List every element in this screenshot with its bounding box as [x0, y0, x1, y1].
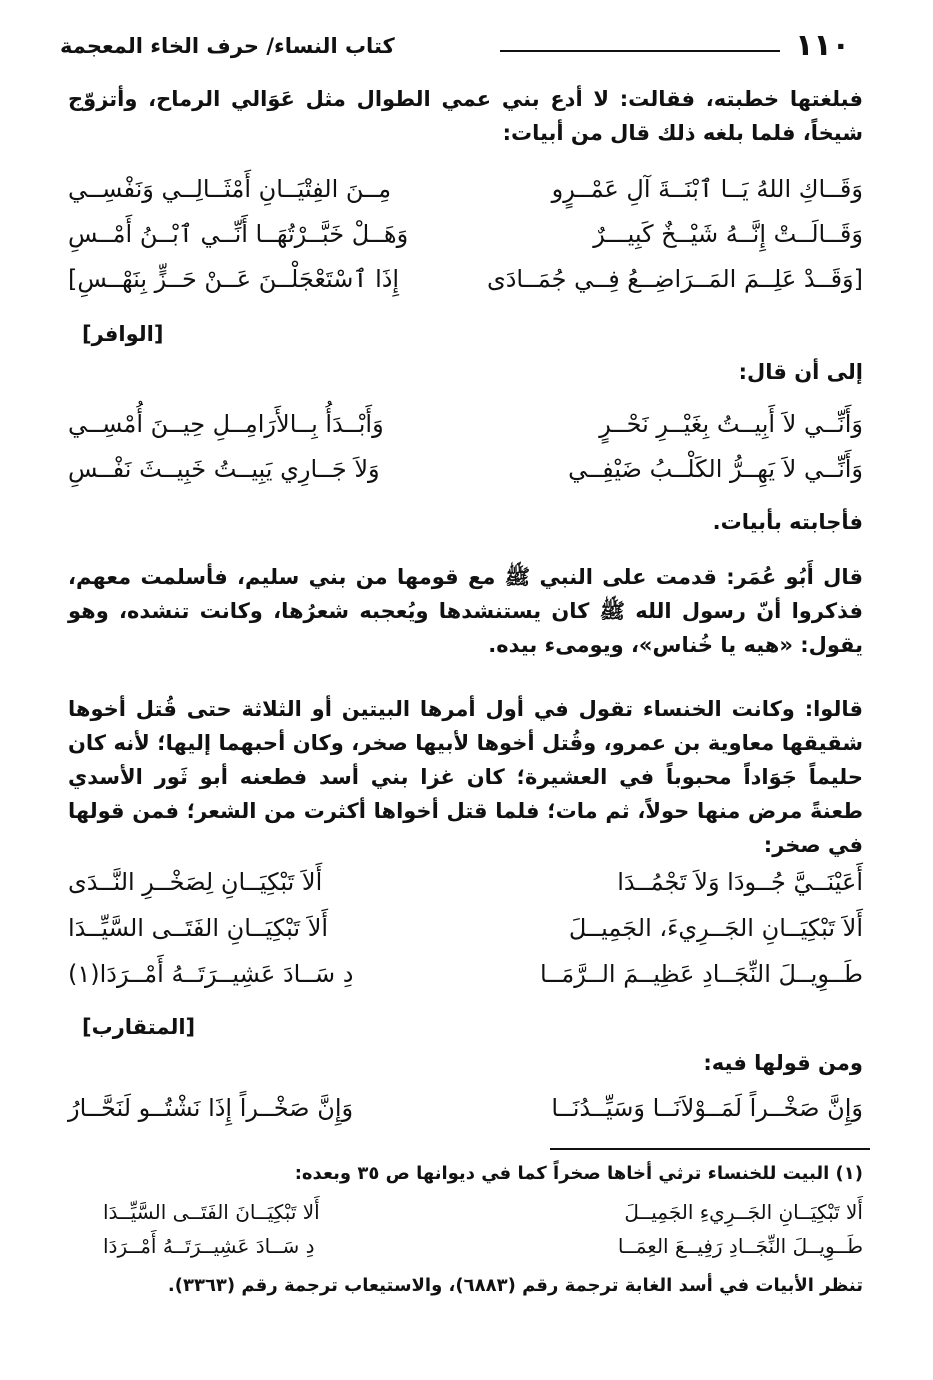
paragraph-abu-amr: قال أَبُو عُمَر: قدمت على النبي ﷺ مع قومها من بني سليم، فأسلمت معهم، فذكروا أنّ رسول الله ﷺ كان يستنشدها ويُعجبه شعرُها، وكانت تنشده، وهو يقول: «هيه يا خُناس»، ويومىء بيده. — [68, 565, 863, 657]
verse-line — [68, 220, 863, 260]
hemistich-first: وَإِنَّ صَخْــراً لَمَــوْلاَنَــا وَسَيِّــدُنَــا — [551, 1094, 863, 1122]
paragraph-ila-an-qal: إلى أن قال: — [738, 360, 863, 384]
hemistich-first: وَأَنِّــي لاَ أَبِيــتُ بِغَيْــرِ نَحْــرٍ — [599, 410, 863, 438]
hemistich-first: طَــوِيــلَ النِّجَــادِ عَظِيــمَ الــرَّمَــا — [540, 960, 863, 988]
hemistich-second: وَهَــلْ خَبَّــرْتُهَــا أَنِّــي ٱبْــنُ أَمْــسِ — [68, 220, 409, 248]
footnote-verse — [103, 1234, 863, 1266]
paragraph-waman-qawliha: ومن قولها فيه: — [703, 1051, 863, 1075]
meter-label: [الوافر] — [82, 322, 164, 346]
hemistich-first: وَقَــاكِ اللهُ يَــا ٱبْنَــةَ آلِ عَمْــرٍو — [551, 175, 863, 203]
hemistich-second: مِــنَ الفِتْيَــانِ أَمْثَــالِــي وَنَفْسِــي — [68, 175, 392, 203]
hemistich-second: دِ سَــادَ عَشِيــرَتَــهُ أَمْــرَدَا(١) — [68, 960, 354, 988]
meter-label: [المتقارب] — [82, 1015, 196, 1039]
hemistich-first: طَــوِيــلَ النِّجَــادِ رَفِيــعَ العِمَــا — [617, 1234, 863, 1258]
hemistich-second: إِذَا ٱسْتَعْجَلْــنَ عَــنْ حَــزٍّ بِنَهْــسِ] — [68, 265, 400, 293]
verse-line — [68, 175, 863, 215]
hemistich-second: أَلاَ تَبْكِيَــانِ لِصَخْــرِ النَّــدَى — [68, 868, 323, 896]
footnote-verse — [103, 1200, 863, 1232]
verse-line — [68, 265, 863, 305]
verse-line — [68, 410, 863, 450]
hemistich-second: أَلاَ تَبْكِيَــانِ الفَتَــى السَّيِّــدَا — [68, 914, 329, 942]
verse-line — [68, 960, 863, 1000]
hemistich-first: أَلا تَبْكِيَــانِ الجَــرِيءِ الجَمِيــلَ — [624, 1200, 863, 1224]
paragraph-khutba: فبلغتها خطبته، فقالت: لا أدع بني عمي الطوال مثل عَوَالي الرماح، وأتزوّج شيخاً، فلما بلغه ذلك قال من أبيات: — [68, 87, 863, 145]
hemistich-first: أَلاَ تَبْكِيَــانِ الجَــرِيءَ، الجَمِيــلَ — [568, 914, 863, 942]
paragraph-ajabat: فأجابته بأبيات. — [712, 510, 863, 534]
hemistich-second: وَأَبْــدَأُ بِــالأَرَامِــلِ حِيــنَ أُمْسِــي — [68, 410, 384, 438]
hemistich-second: وَلاَ جَــارِي يَبِيــتُ خَبِيــثَ نَفْــسِ — [68, 455, 380, 483]
hemistich-first: [وَقَــدْ عَلِــمَ المَــرَاضِــعُ فِــي جُمَــادَى — [486, 265, 863, 293]
hemistich-second: دِ سَــادَ عَشِيــرَتَــهُ أَمْــرَدَا — [103, 1234, 315, 1258]
footnote-intro: (١) البيت للخنساء ترثي أخاها صخراً كما في ديوانها ص ٣٥ وبعده: — [294, 1163, 863, 1184]
verse-line — [68, 914, 863, 954]
header-title: كتاب النساء/ حرف الخاء المعجمة — [60, 34, 395, 58]
hemistich-first: أَعَيْنَــيَّ جُــودَا وَلاَ تَجْمُــدَا — [617, 868, 863, 896]
verse-line — [68, 868, 863, 908]
hemistich-second: أَلا تَبْكِيَــانَ الفَتَــى السَّيِّــدَا — [103, 1200, 320, 1224]
verse-line — [68, 1094, 863, 1134]
hemistich-first: وَأَنِّــي لاَ يَهِــرُّ الكَلْــبُ ضَيْفِــي — [568, 455, 863, 483]
header-rule — [500, 50, 780, 52]
hemistich-first: وَقَــالَــتْ إِنَّــهُ شَيْــخٌ كَبِيـــرٌ — [593, 220, 863, 248]
footnote-reference: تنظر الأبيات في أسد الغابة ترجمة رقم (٦٨٨٣)، والاستيعاب ترجمة رقم (٣٣٦٣). — [167, 1275, 863, 1296]
hemistich-second: وَإِنَّ صَخْــراً إِذَا نَشْتُــو لَنَحَّــارُ — [68, 1094, 354, 1122]
verse-line — [68, 455, 863, 495]
footnote-rule — [550, 1148, 870, 1150]
page-number: ١١٠ — [795, 28, 850, 63]
paragraph-qalu: قالوا: وكانت الخنساء تقول في أول أمرها البيتين أو الثلاثة حتى قُتل أخوها شقيقها معاوية بن عمرو، وقُتل أخوها لأبيها صخر، وكان أحبهما إليها؛ لأنه كان حليماً جَوَاداً محبوباً في العشيرة؛ كان غزا بني أسد فطعنه أبو ثَور الأسدي طعنةً مرض منها حولاً، ثم مات؛ فلما قتل أخواها أكثرت من الشعر؛ فمن قولها في صخر: — [68, 697, 863, 857]
running-header — [60, 28, 850, 72]
